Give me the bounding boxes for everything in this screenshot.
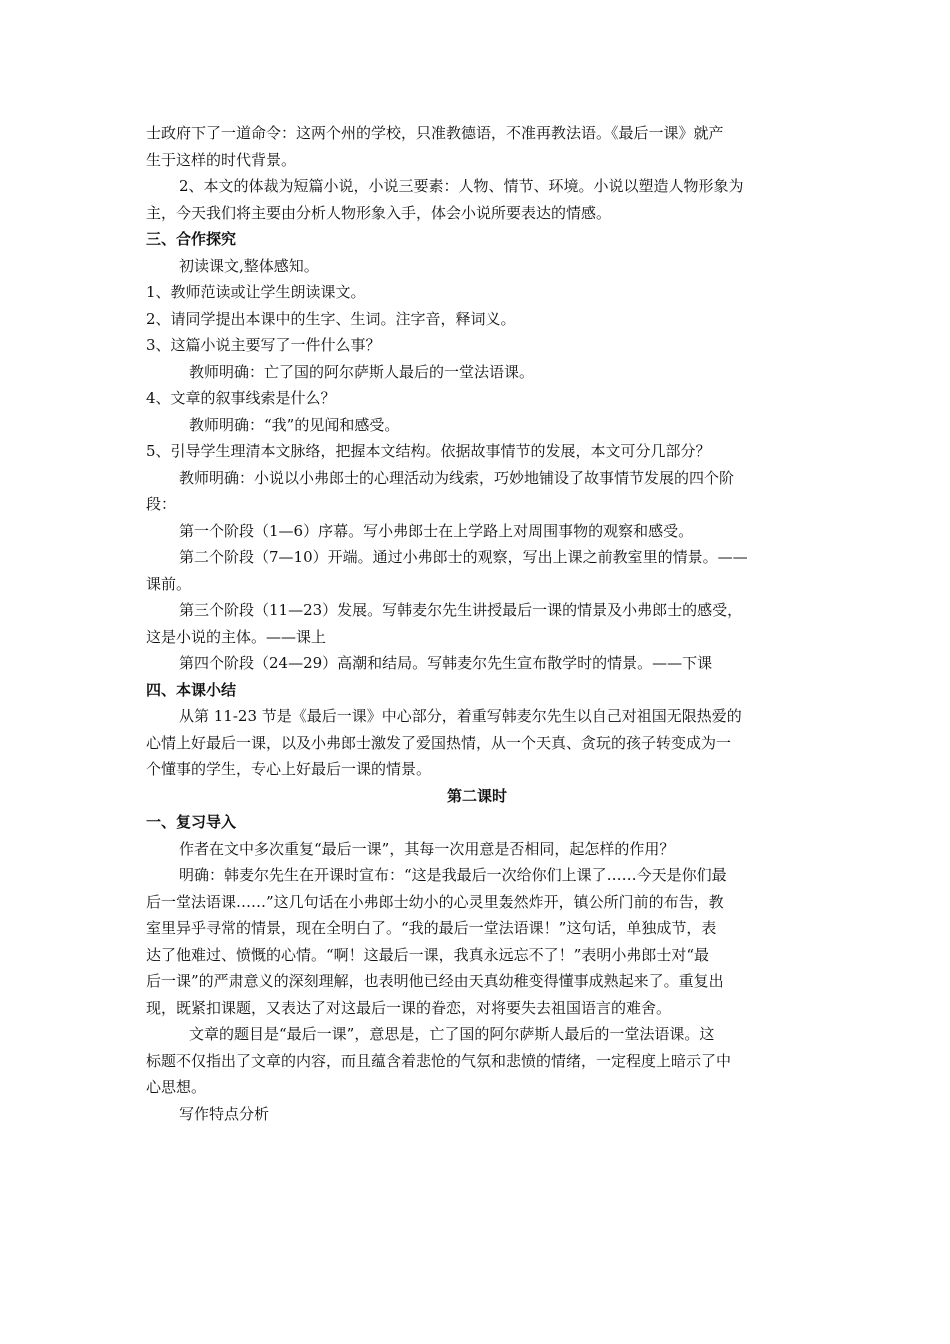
text-line: 个懂事的学生，专心上好最后一课的情景。 (146, 760, 432, 778)
list-item: 3、这篇小说主要写了一件什么事？ (146, 336, 381, 354)
text-line: 现，既紧扣课题，又表达了对这最后一课的眷恋，对将要失去祖国语言的难舍。 (146, 998, 672, 1017)
list-item: 1、教师范读或让学生朗读课文。 (146, 283, 366, 301)
text-line: 第一个阶段（1—6）序幕。写小弗郎士在上学路上对周围事物的观察和感受。 (179, 521, 694, 540)
section-heading: 三、合作探究 (146, 230, 237, 248)
text-line: 课前。 (146, 574, 192, 593)
text-line: 后一堂法语课……”这几句话在小弗郎士幼小的心灵里轰然炸开，镇公所门前的布告，教 (146, 892, 724, 911)
text-line: 教师明确：亡了国的阿尔萨斯人最后的一堂法语课。 (189, 362, 535, 381)
text-line: 文章的题目是“最后一课”，意思是，亡了国的阿尔萨斯人最后的一堂法语课。这 (189, 1025, 715, 1043)
section-heading: 一、复习导入 (146, 813, 237, 831)
text-line: 教师明确：小说以小弗郎士的心理活动为线索，巧妙地铺设了故事情节发展的四个阶 (179, 468, 735, 487)
text-line: 第四个阶段（24—29）高潮和结局。写韩麦尔先生宣布散学时的情景。——下课 (179, 654, 713, 672)
lesson-heading: 第二课时 (446, 786, 507, 805)
text-line: 初读课文,整体感知。 (179, 256, 319, 275)
text-line: 达了他难过、愤慨的心情。“啊！这最后一课，我真永远忘不了！”表明小弗郎士对“最 (146, 945, 710, 964)
text-line: 第二个阶段（7—10）开端。通过小弗郎士的观察，写出上课之前教室里的情景。—— (179, 548, 748, 566)
list-item: 2、请同学提出本课中的生字、生词。注字音，释词义。 (146, 309, 516, 328)
text-line: 这是小说的主体。——课上 (146, 627, 327, 646)
document-page (146, 120, 808, 1127)
text-line: 作者在文中多次重复“最后一课”，其每一次用意是否相同，起怎样的作用？ (179, 839, 675, 858)
text-line: 心情上好最后一课，以及小弗郎士激发了爱国热情，从一个天真、贪玩的孩子转变成为一 (146, 733, 732, 752)
text-line: 标题不仅指出了文章的内容，而且蕴含着悲怆的气氛和悲愤的情绪，一定程度上暗示了中 (146, 1051, 732, 1070)
text-line: 第三个阶段（11—23）发展。写韩麦尔先生讲授最后一课的情景及小弗郎士的感受， (179, 601, 743, 619)
text-line: 段： (146, 495, 177, 513)
text-line: 生于这样的时代背景。 (146, 150, 297, 169)
text-line: 主，今天我们将主要由分析人物形象入手，体会小说所要表达的情感。 (146, 203, 612, 222)
text-line: 室里异乎寻常的情景，现在全明白了。“我的最后一堂法语课！”这句话，单独成节，表 (146, 919, 717, 937)
section-heading: 四、本课小结 (146, 680, 237, 699)
text-line: 写作特点分析 (179, 1104, 270, 1123)
text-line: 教师明确：“我”的见闻和感受。 (189, 415, 400, 434)
text-line: 从第 11-23 节是《最后一课》中心部分，着重写韩麦尔先生以自己对祖国无限热爱的 (179, 707, 742, 725)
text-line: 后一课”的严肃意义的深刻理解，也表明他已经由天真幼稚变得懂事成熟起来了。重复出 (146, 972, 724, 990)
text-line: 2、本文的体裁为短篇小说，小说三要素：人物、情节、环境。小说以塑造人物形象为 (179, 177, 744, 195)
text-line: 心思想。 (146, 1078, 207, 1096)
list-item: 5、引导学生理清本文脉络，把握本文结构。依据故事情节的发展，本文可分几部分？ (146, 442, 711, 460)
list-item: 4、文章的叙事线索是什么？ (146, 389, 336, 407)
text-line: 士政府下了一道命令：这两个州的学校，只准教德语，不准再教法语。《最后一课》就产 (146, 124, 724, 142)
text-line: 明确：韩麦尔先生在开课时宣布：“这是我最后一次给你们上课了……今天是你们最 (179, 866, 727, 884)
